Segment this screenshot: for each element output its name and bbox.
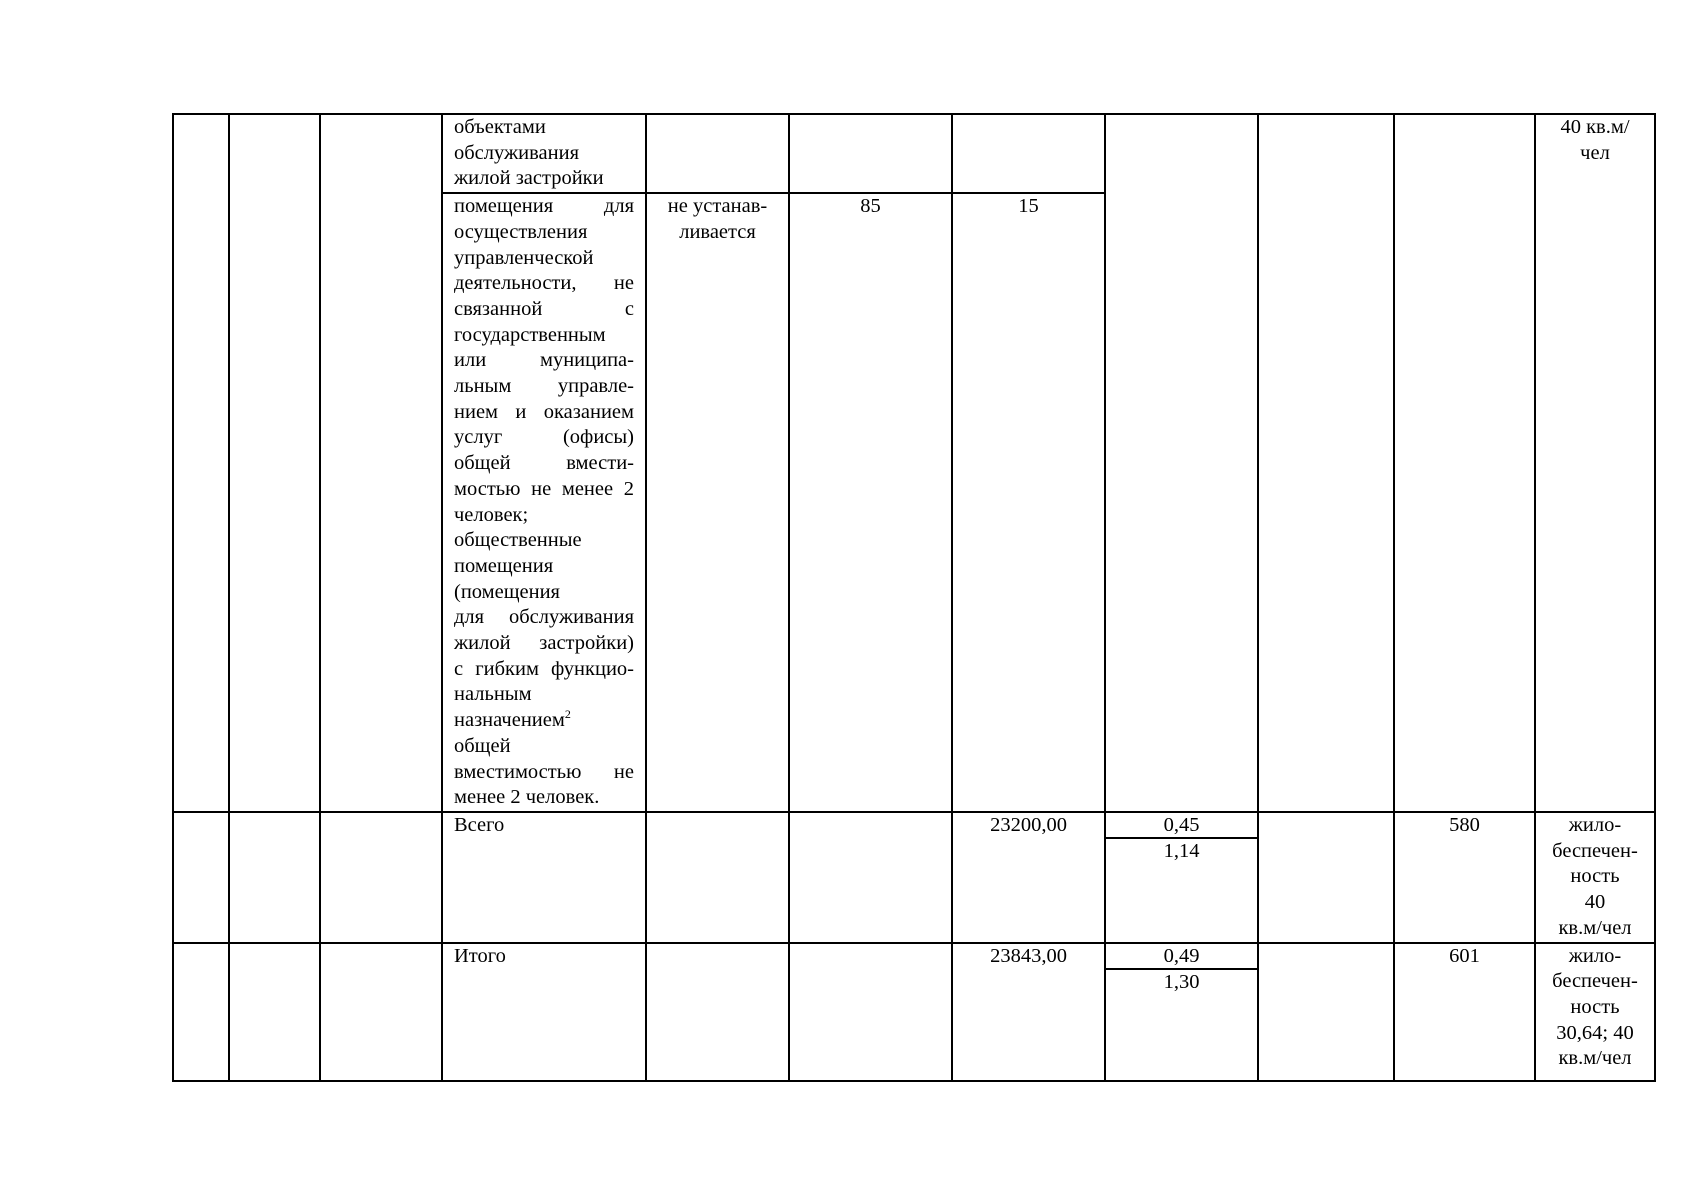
cell-col6: 85: [789, 193, 952, 812]
cell-floors: [646, 943, 789, 1081]
total-people: 580: [1394, 812, 1535, 943]
note-line: беспечен-: [1552, 839, 1638, 862]
note-line: 30,64; 40: [1556, 1021, 1634, 1044]
cell-type-partial: [442, 114, 646, 193]
type-line: общественные: [454, 529, 582, 552]
grand-people: 601: [1394, 943, 1535, 1081]
type-line: услуг (офисы): [454, 426, 634, 449]
table-row: [173, 114, 1655, 193]
ratio-bottom: 1,14: [1163, 839, 1200, 862]
cell-col9: [1258, 812, 1394, 943]
type-line: деятельности, не: [454, 272, 634, 295]
type-line: менее 2 человек.: [454, 786, 600, 809]
floors-line: ливается: [679, 220, 756, 243]
floors-line: не устанав-: [667, 195, 768, 218]
cell-code: [320, 812, 442, 943]
type-line: общей: [454, 734, 511, 757]
ratio-bottom: 1,30: [1163, 970, 1200, 993]
note-line: ность: [1570, 865, 1620, 888]
type-line: жилой застройки: [454, 167, 604, 190]
cell-zone: [229, 812, 320, 943]
type-line: человек;: [454, 503, 529, 526]
cell-col7: [952, 114, 1105, 193]
total-ratio: [1105, 812, 1258, 943]
type-line: управленческой: [454, 246, 594, 269]
type-line: государственным: [454, 323, 606, 346]
type-line: помещения для: [454, 195, 634, 218]
table-row-grand-total: [173, 943, 1655, 1081]
cell-code: [320, 114, 442, 812]
cell-floors: [646, 812, 789, 943]
type-line: нием и оказанием: [454, 400, 634, 423]
type-line: общей вмести-: [454, 452, 634, 475]
note-line: жило-: [1568, 813, 1622, 836]
cell-num: [173, 114, 229, 812]
cell-zone: [229, 114, 320, 812]
cell-col7: 15: [952, 193, 1105, 812]
note-line: ность: [1570, 995, 1620, 1018]
type-line: объектами: [454, 116, 546, 138]
footnote-mark: 2: [564, 707, 571, 722]
grand-area: 23843,00: [952, 943, 1105, 1081]
note-line: жило-: [1568, 944, 1622, 967]
note-line: 40 кв.м/: [1560, 116, 1630, 138]
type-line: вместимостью не: [454, 760, 634, 783]
cell-col6: [789, 114, 952, 193]
cell-floors: [646, 193, 789, 812]
cell-col6: [789, 812, 952, 943]
cell-note: [1535, 114, 1655, 812]
cell-floors: [646, 114, 789, 193]
note-line: кв.м/чел: [1558, 916, 1632, 939]
cell-num: [173, 943, 229, 1081]
grand-label: Итого: [442, 943, 646, 1081]
cell-ratio: [1105, 114, 1258, 812]
ratio-top: 0,45: [1106, 813, 1257, 839]
type-line: обслуживания: [454, 141, 580, 164]
cell-people: [1394, 114, 1535, 812]
total-area: 23200,00: [952, 812, 1105, 943]
total-label: Всего: [442, 812, 646, 943]
note-line: 40: [1584, 891, 1606, 914]
data-table: [172, 113, 1656, 1082]
type-line: или муниципа-: [454, 349, 634, 372]
type-line: помещения: [454, 554, 554, 577]
type-line: с гибким функцио-: [454, 657, 634, 680]
grand-ratio: [1105, 943, 1258, 1081]
type-line: осуществления: [454, 220, 588, 243]
type-line: назначением: [454, 709, 565, 732]
total-note: [1535, 812, 1655, 943]
cell-col9: [1258, 943, 1394, 1081]
cell-col6: [789, 943, 952, 1081]
type-line-footnoted: [454, 708, 634, 734]
type-line: льным управле-: [454, 375, 634, 398]
grand-note: [1535, 943, 1655, 1081]
type-line: связанной с: [454, 297, 634, 320]
note-line: кв.м/чел: [1558, 1047, 1632, 1070]
type-line: нальным: [454, 683, 532, 706]
note-line: чел: [1580, 141, 1610, 164]
type-line: (помещения: [454, 580, 560, 603]
ratio-top: 0,49: [1106, 944, 1257, 970]
type-line: для обслуживания: [454, 606, 634, 629]
type-line: мостью не менее 2: [454, 477, 634, 500]
cell-col9: [1258, 114, 1394, 812]
cell-code: [320, 943, 442, 1081]
table-row-total: [173, 812, 1655, 943]
type-line: жилой застройки): [454, 632, 634, 655]
cell-num: [173, 812, 229, 943]
cell-zone: [229, 943, 320, 1081]
note-line: беспечен-: [1552, 970, 1638, 993]
cell-type-offices: [442, 193, 646, 812]
